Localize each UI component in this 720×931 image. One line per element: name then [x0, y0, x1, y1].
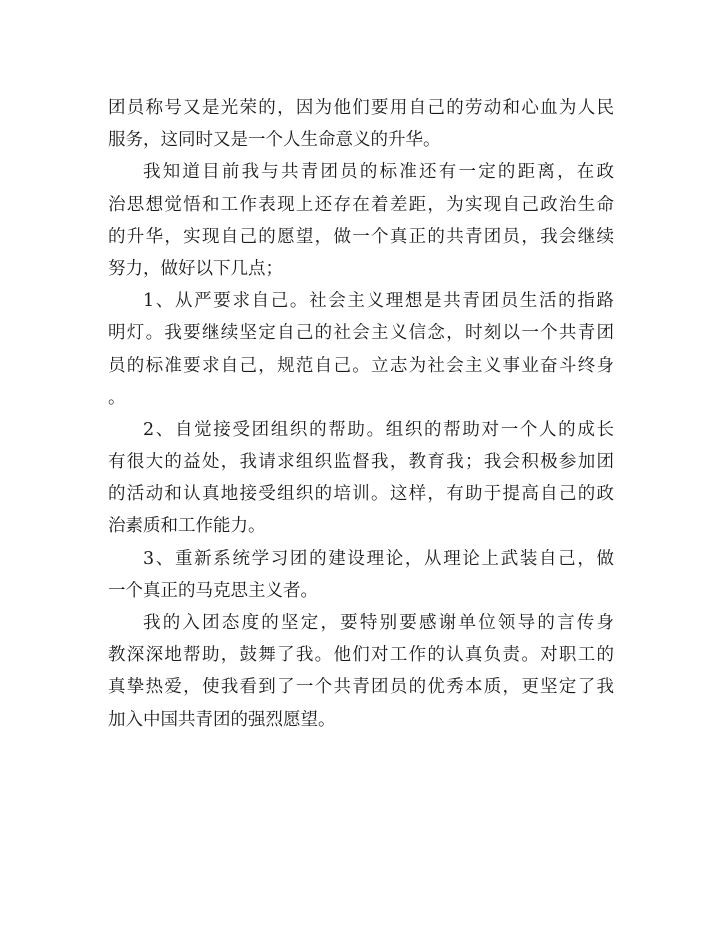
paragraph-2-line-2: 治思想觉悟和工作表现上还存在着差距，为实现自己政治生命 [108, 194, 614, 215]
paragraph-4-line-4: 治素质和工作能力。 [108, 516, 266, 537]
paragraph-4-line-1: 2、自觉接受团组织的帮助。组织的帮助对一个人的成长 [143, 419, 614, 440]
paragraph-2-line-4: 努力，做好以下几点； [108, 258, 283, 279]
paragraph-2-line-1: 我知道目前我与共青团员的标准还有一定的距离，在政 [143, 162, 614, 183]
paragraph-5-line-1: 3、重新系统学习团的建设理论，从理论上武装自己，做 [143, 548, 614, 569]
paragraph-3-line-3: 员的标准要求自己，规范自己。立志为社会主义事业奋斗终身 [108, 355, 614, 376]
paragraph-3-line-2: 明灯。我要继续坚定自己的社会主义信念，时刻以一个共青团 [108, 323, 614, 344]
document-body [108, 92, 614, 736]
paragraph-2-line-3: 的升华，实现自己的愿望，做一个真正的共青团员，我会继续 [108, 226, 614, 247]
paragraph-3-line-1: 1、从严要求自己。社会主义理想是共青团员生活的指路 [143, 291, 614, 312]
paragraph-6-line-4: 加入中国共青团的强烈愿望。 [108, 709, 336, 730]
paragraph-1-line-2: 服务，这同时又是一个人生命意义的升华。 [108, 130, 441, 151]
paragraph-5-line-2: 一个真正的马克思主义者。 [108, 580, 318, 601]
paragraph-3-line-4: 。 [108, 387, 126, 408]
paragraph-6-line-2: 教深深地帮助，鼓舞了我。他们对工作的认真负责。对职工的 [108, 645, 614, 666]
paragraph-1-line-1: 团员称号又是光荣的，因为他们要用自己的劳动和心血为人民 [108, 98, 614, 118]
paragraph-6-line-3: 真挚热爱，使我看到了一个共青团员的优秀本质，更坚定了我 [108, 677, 614, 698]
paragraph-4-line-2: 有很大的益处，我请求组织监督我，教育我；我会积极参加团 [108, 452, 614, 473]
paragraph-4-line-3: 的活动和认真地接受组织的培训。这样，有助于提高自己的政 [108, 484, 614, 505]
paragraph-6-line-1: 我的入团态度的坚定，要特别要感谢单位领导的言传身 [143, 613, 614, 633]
